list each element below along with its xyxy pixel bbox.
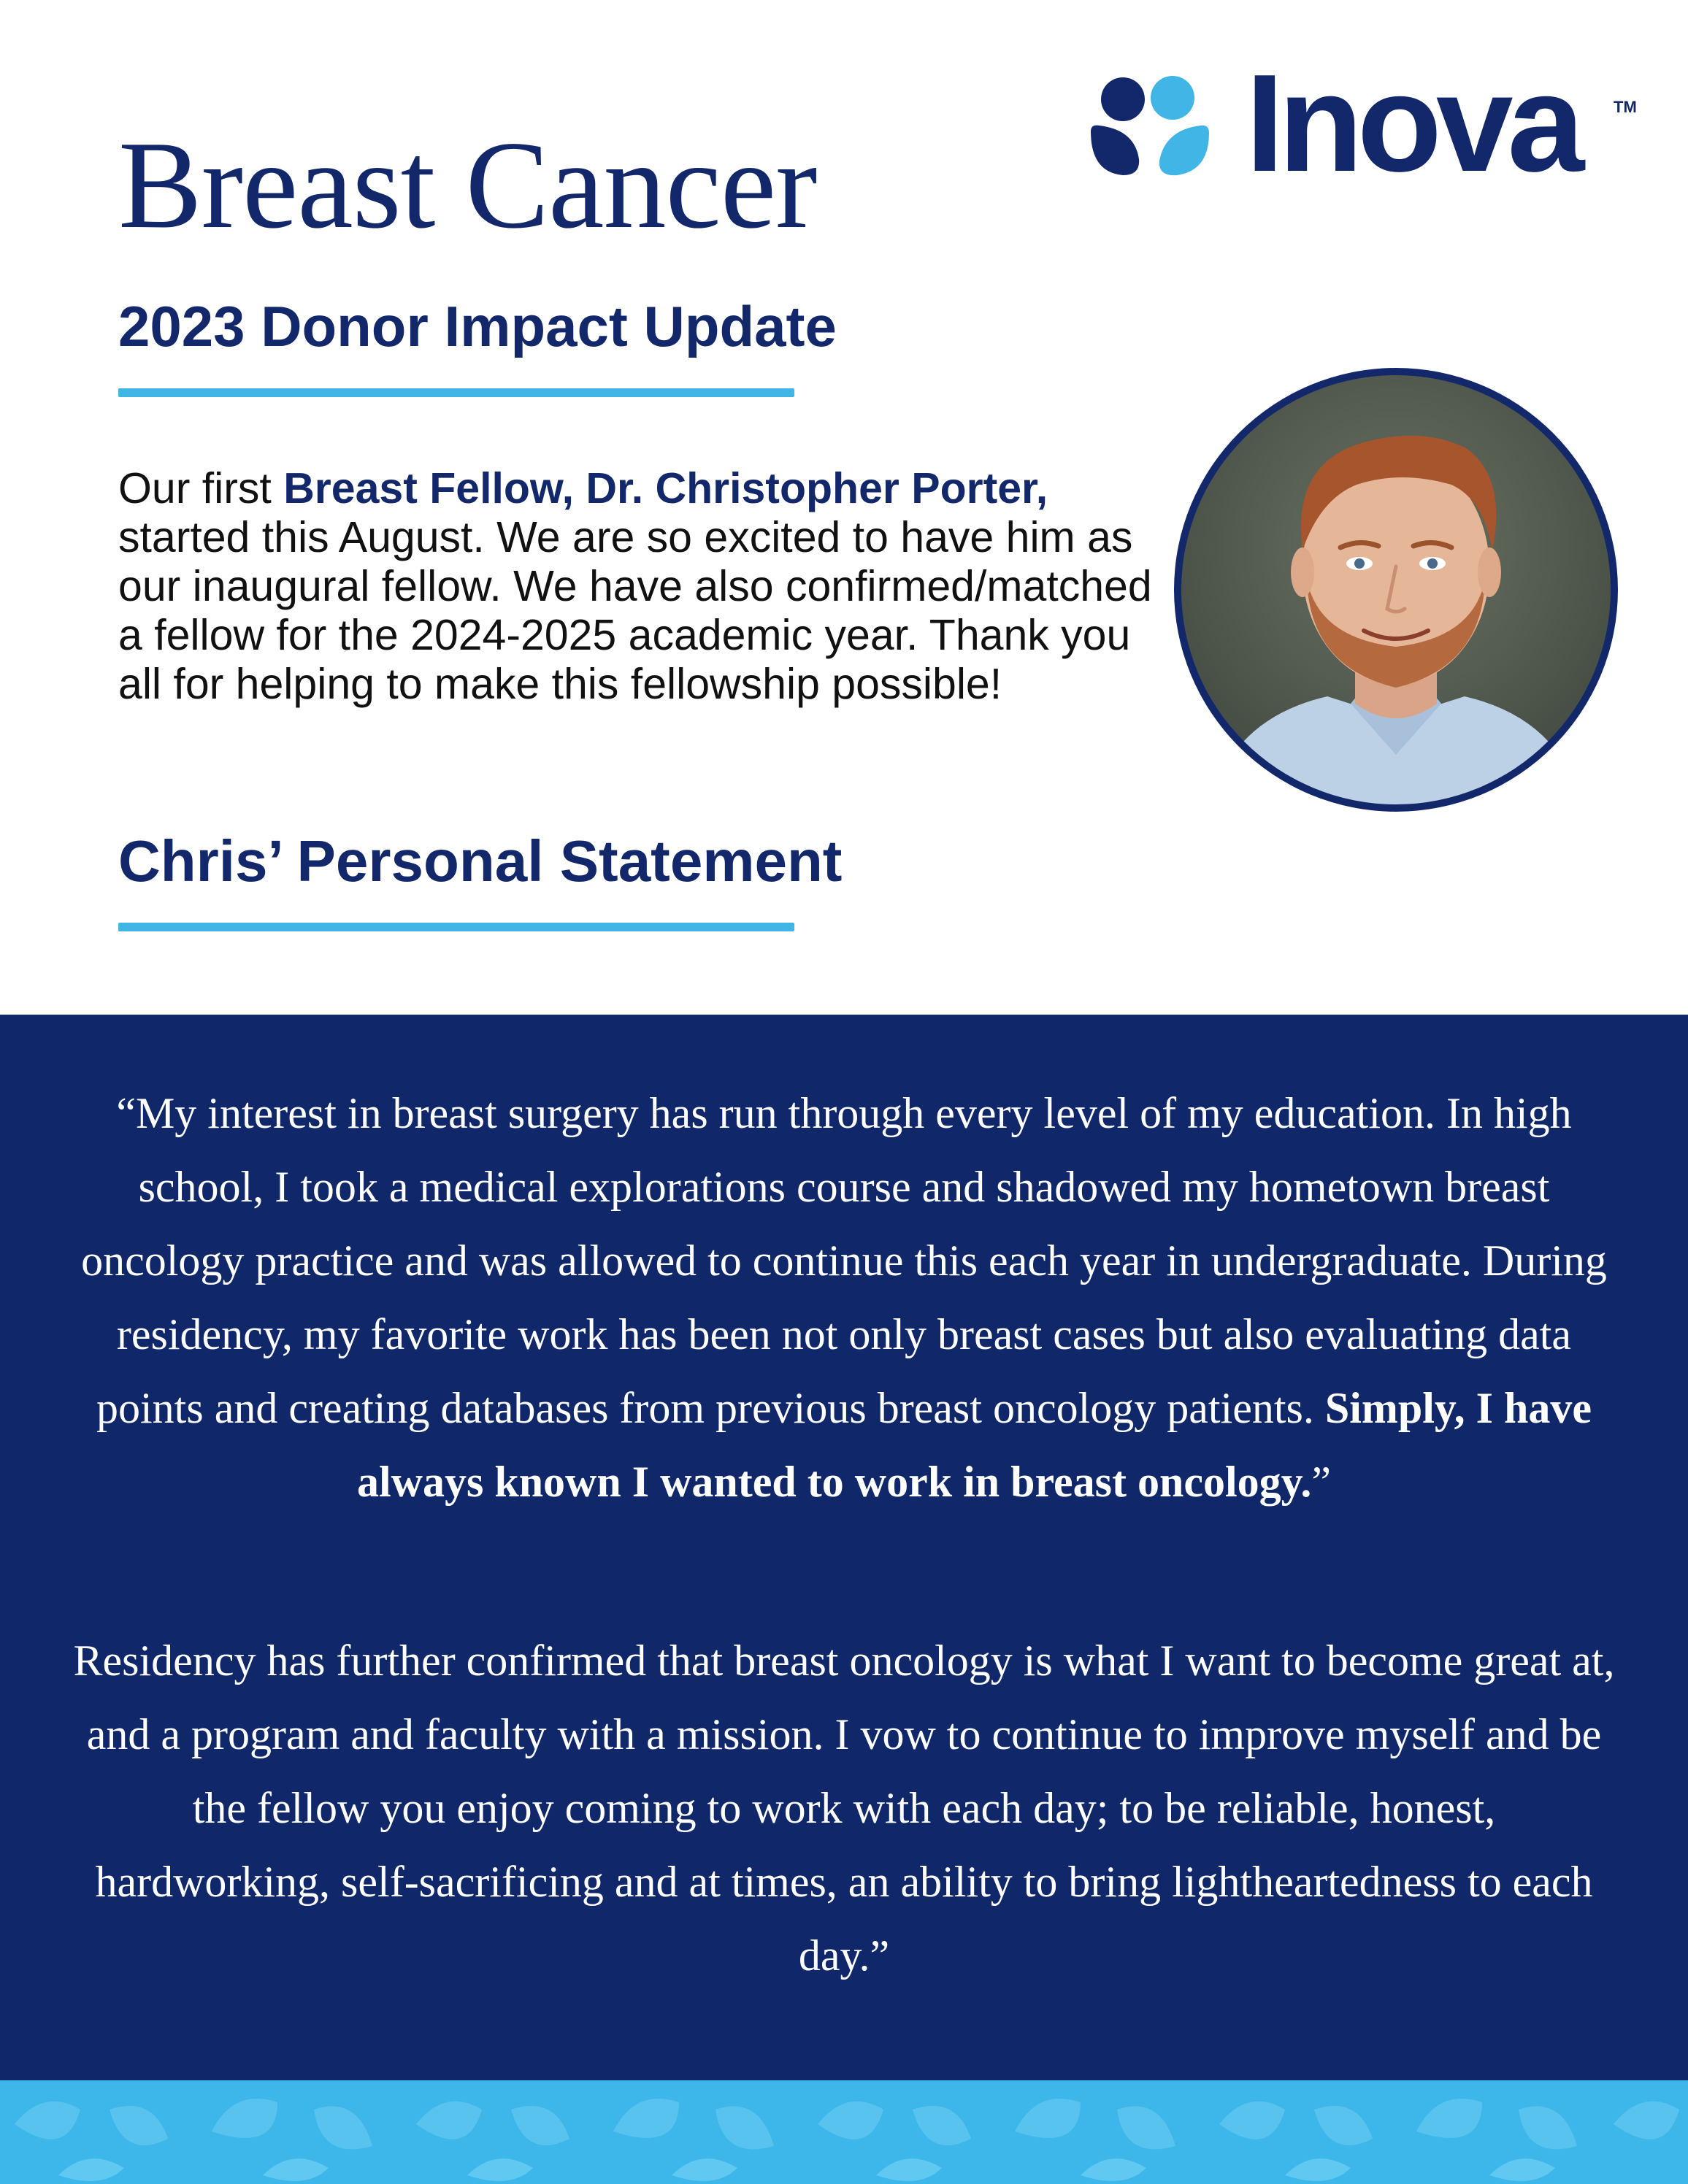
intro-lead: Our first	[118, 464, 284, 512]
statement-text-1: “My interest in breast surgery has run through every level of my education. In high school, I took a medical explorations course and shadowed my hometown breast oncology practice and was allowed to continue this each year in undergraduate. During residency, my favorite work has been not only breast cases but also evaluating data points and creating databases from previous breast oncology patients.	[81, 1089, 1607, 1432]
logo-trademark: TM	[1614, 98, 1637, 116]
statement-paragraph-1	[73, 1077, 1615, 1519]
inova-petals-icon	[1086, 73, 1214, 179]
statement-paragraph-2: Residency has further confirmed that breast oncology is what I want to become great at, and a program and faculty with a mission. I vow to continue to improve myself and be the fellow you enjoy coming to work with each day; to be reliable, honest, hardworking, self-sacrificing and at times, an ability to bring lightheartedness to each day.”	[73, 1637, 1615, 1980]
statement-heading: Chris’ Personal Statement	[118, 828, 843, 893]
page-title: Breast Cancer	[118, 116, 817, 255]
page-subtitle: 2023 Donor Impact Update	[118, 294, 837, 358]
statement-underline	[118, 923, 794, 931]
statement-closing-quote: ”	[1311, 1458, 1332, 1506]
intro-paragraph	[118, 464, 1155, 709]
inova-logo	[1086, 46, 1649, 201]
intro-rest: started this August. We are so excited to have him as our inaugural fellow. We have also confirmed/matched a fellow for the 2024-2025 academic year. Thank you all for helping to make this fellowship possible!	[118, 513, 1152, 708]
logo-wordmark: Inova	[1246, 46, 1579, 201]
petal-pattern-footer	[0, 2080, 1688, 2184]
subtitle-underline	[118, 388, 794, 397]
intro-highlight: Breast Fellow, Dr. Christopher Porter,	[283, 464, 1048, 512]
fellow-portrait	[1174, 368, 1618, 812]
person-portrait-icon	[1181, 375, 1611, 804]
statement-emphasis: Simply, I have always known I wanted to work in breast oncology.	[356, 1384, 1592, 1506]
